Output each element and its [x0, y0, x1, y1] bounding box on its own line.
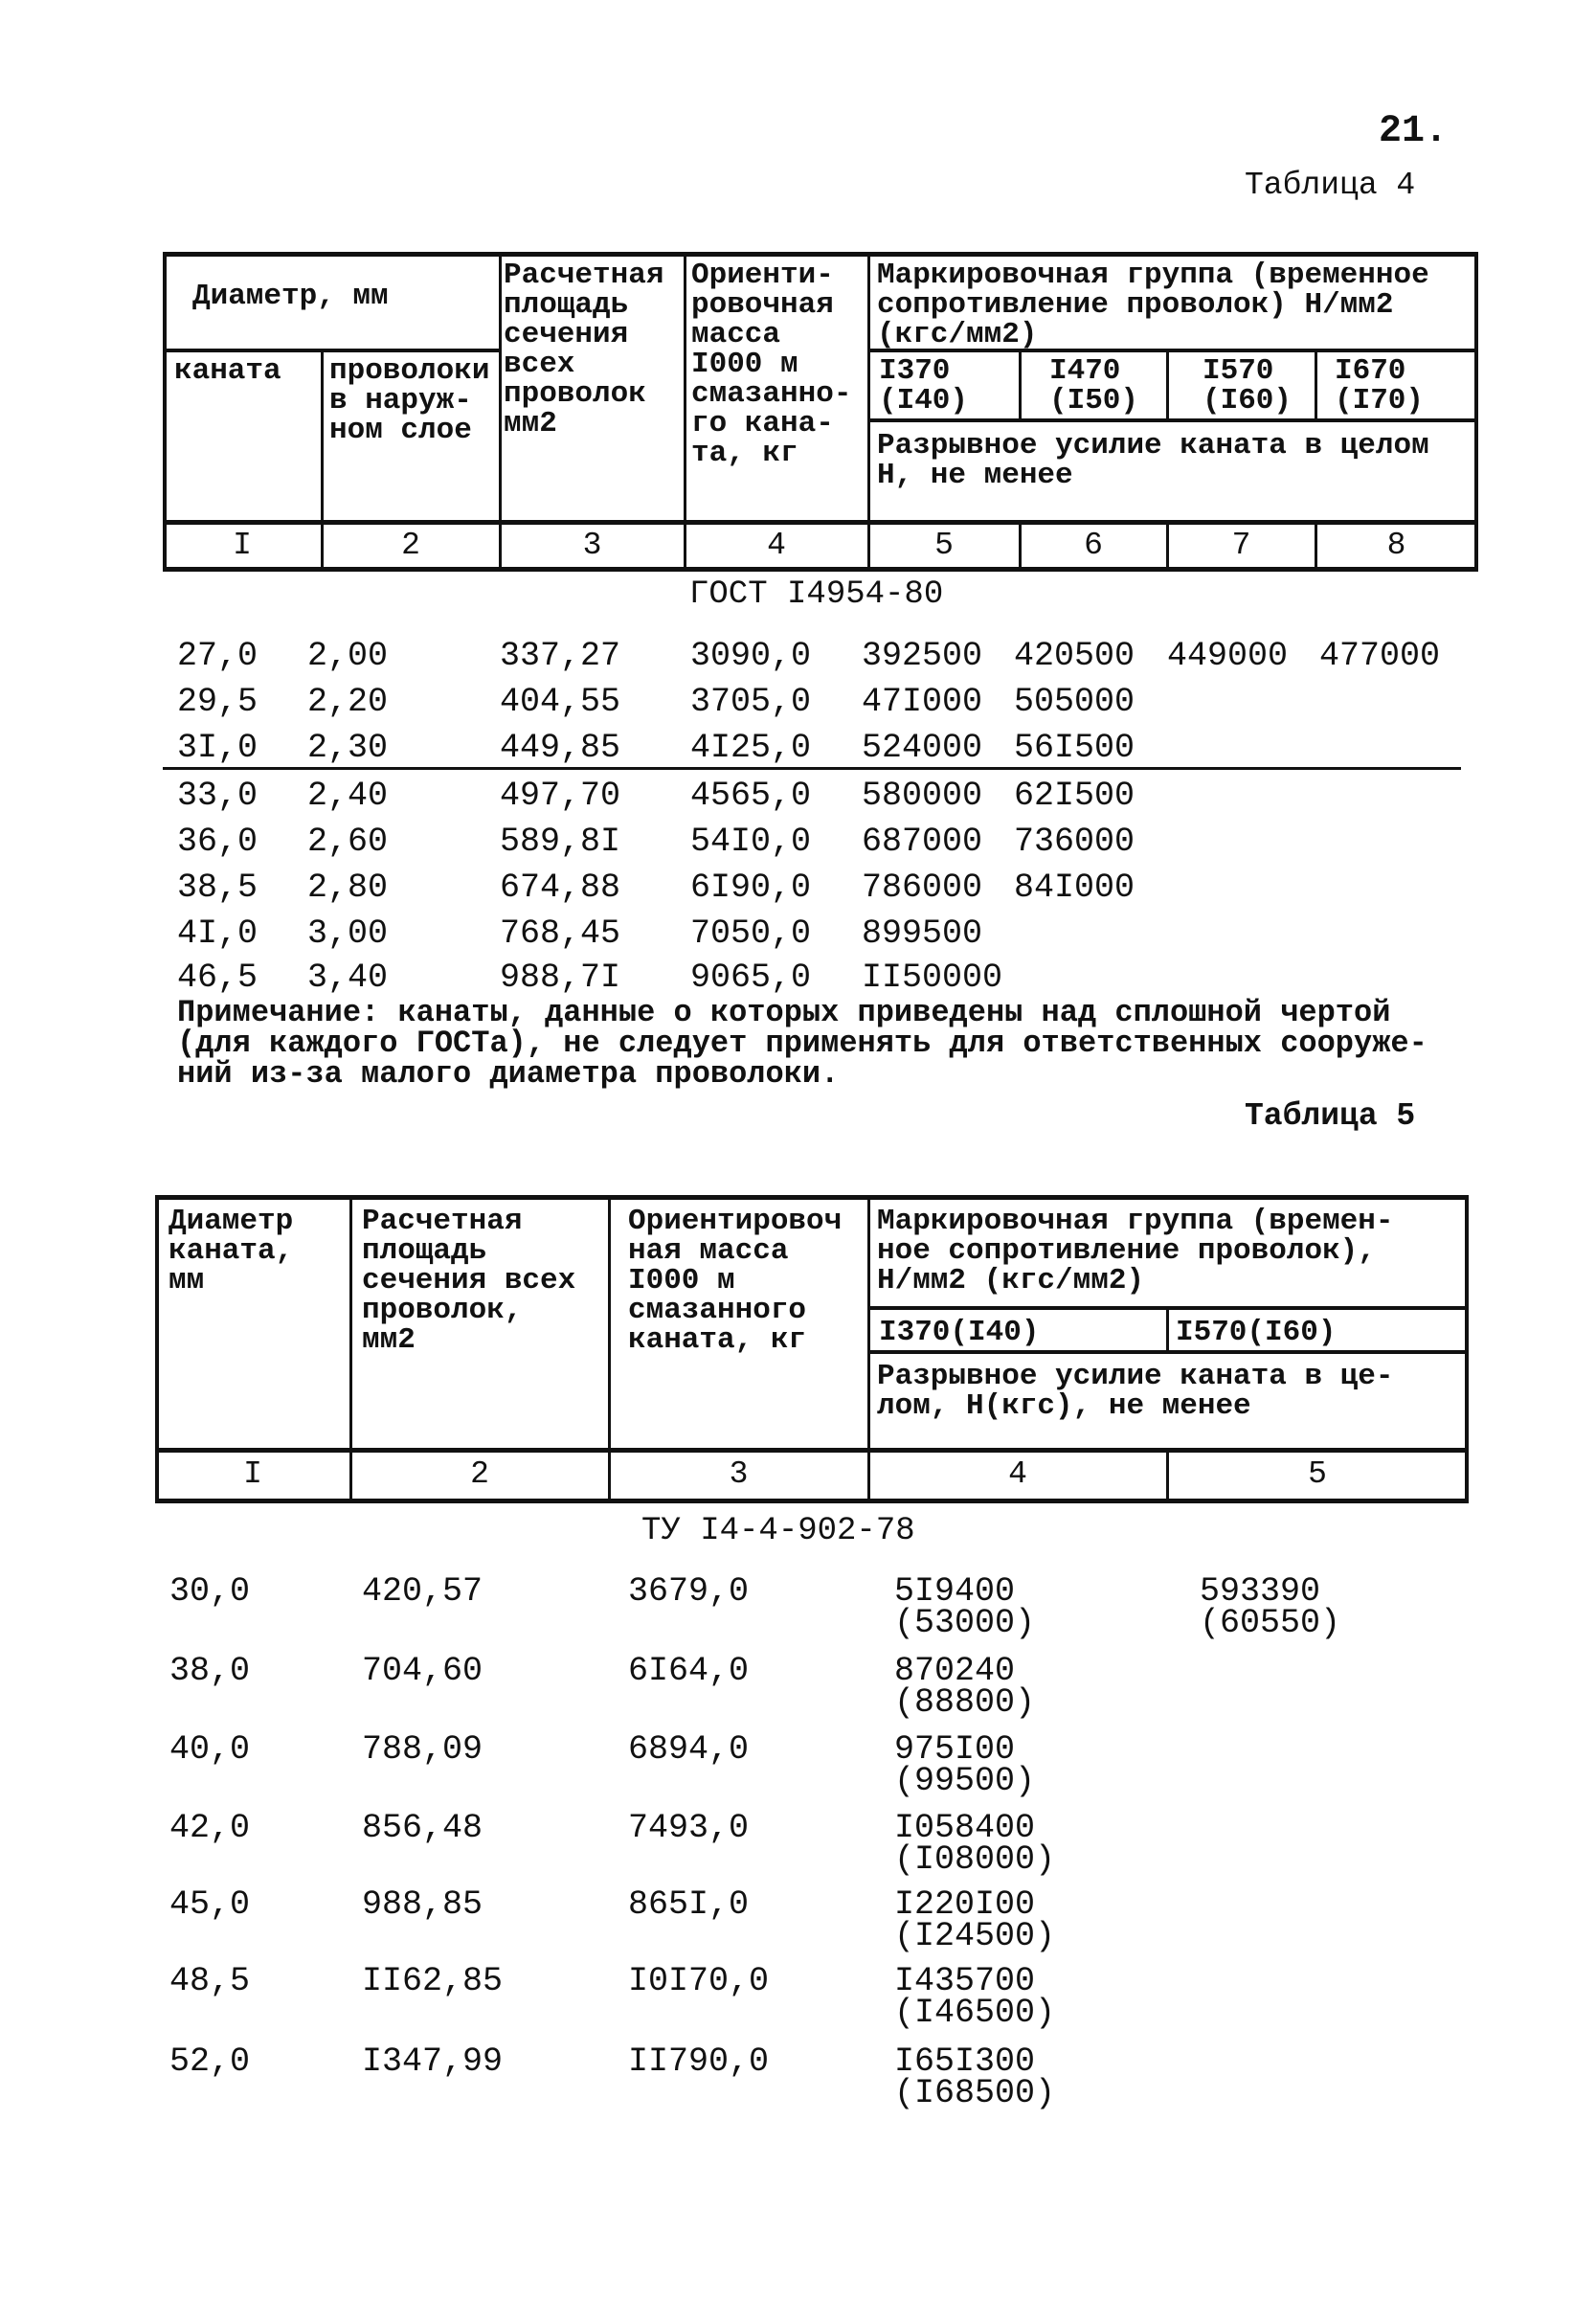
table-cell: 580000 [862, 777, 983, 815]
table-cell: 786000 [862, 869, 983, 907]
table-cell: 4565,0 [690, 777, 812, 815]
table-cell: 40,0 [169, 1730, 251, 1769]
column-number: 6 [1084, 528, 1103, 563]
table-cell: 497,70 [500, 777, 621, 815]
table-cell: 27,0 [177, 637, 259, 675]
table-cell: 6I90,0 [690, 869, 812, 907]
table4-standard: ГОСТ I4954-80 [689, 576, 944, 613]
header-rope: каната [174, 354, 281, 388]
table-cell: 788,09 [362, 1730, 483, 1769]
table-cell: 38,5 [177, 869, 259, 907]
column-number: 5 [1308, 1456, 1327, 1492]
note-line: (для каждого ГОСТа), не следует применять для ответственных сооруже- [177, 1026, 1427, 1061]
table-cell: I347,99 [362, 2042, 504, 2081]
header-mass: Ориентировоч ная масса I000 м смазанного каната, кг [628, 1205, 843, 1357]
column-number: 2 [401, 528, 420, 563]
table-cell: 988,85 [362, 1885, 483, 1924]
header-grade: Маркировочная группа (временное сопротивление проволок) Н/мм2 (кгс/мм2) [877, 259, 1429, 351]
table-cell: 30,0 [169, 1572, 251, 1611]
header-grade-1370: I370 (I40) [879, 354, 969, 417]
table-cell: 870240 (88800) [894, 1652, 1036, 1722]
table-cell: 46,5 [177, 959, 259, 997]
table-cell: 4I25,0 [690, 729, 812, 767]
table-cell: 449000 [1167, 637, 1289, 675]
solid-divider-line [163, 767, 1461, 770]
header-grade-1570: I570(I60) [1176, 1316, 1337, 1349]
table4-caption: Таблица 4 [1245, 168, 1416, 203]
table-cell: 337,27 [500, 637, 621, 675]
table-cell: 9065,0 [690, 959, 812, 997]
table-cell: 593390 (60550) [1200, 1572, 1341, 1642]
header-grade: Маркировочная группа (времен- ное сопротивление проволок), Н/мм2 (кгс/мм2) [877, 1205, 1394, 1297]
column-number: 7 [1231, 528, 1251, 563]
table-cell: 2,60 [307, 823, 389, 861]
header-grade-1370: I370(I40) [879, 1316, 1040, 1349]
table-cell: 3I,0 [177, 729, 259, 767]
table-cell: 736000 [1014, 823, 1135, 861]
table-cell: 477000 [1319, 637, 1441, 675]
table-cell: 52,0 [169, 2042, 251, 2081]
table-cell: I435700 (I46500) [894, 1962, 1056, 2032]
table-cell: II50000 [862, 959, 1003, 997]
table-cell: 38,0 [169, 1652, 251, 1690]
header-grade-1470: I470 (I50) [1049, 354, 1139, 417]
table-cell: 3705,0 [690, 683, 812, 721]
table-cell: 2,20 [307, 683, 389, 721]
table-cell: I058400 (I08000) [894, 1809, 1056, 1879]
table-cell: 687000 [862, 823, 983, 861]
table-cell: 420,57 [362, 1572, 483, 1611]
table-cell: 768,45 [500, 914, 621, 953]
table-cell: 4I,0 [177, 914, 259, 953]
column-number: I [243, 1456, 262, 1492]
table-cell: 36,0 [177, 823, 259, 861]
table-cell: 2,80 [307, 869, 389, 907]
table-cell: 856,48 [362, 1809, 483, 1847]
table-cell: 589,8I [500, 823, 621, 861]
column-number: 4 [1008, 1456, 1027, 1492]
page-number: 21. [1379, 110, 1449, 153]
column-number: I [233, 528, 252, 563]
header-mass: Ориенти- ровочная масса I000 м смазанно- го кана- та, кг [691, 259, 852, 470]
table-cell: 6I64,0 [628, 1652, 750, 1690]
table-cell: 3090,0 [690, 637, 812, 675]
header-diameter: Диаметр, мм [192, 280, 389, 313]
table-cell: 6894,0 [628, 1730, 750, 1769]
table-cell: I0I70,0 [628, 1962, 770, 2000]
table-cell: 48,5 [169, 1962, 251, 2000]
column-number: 2 [470, 1456, 489, 1492]
column-number: 8 [1386, 528, 1406, 563]
column-number: 3 [582, 528, 602, 563]
header-grade-1570: I570 (I60) [1203, 354, 1293, 417]
column-number: 5 [934, 528, 954, 563]
table-cell: 3,40 [307, 959, 389, 997]
header-grade-1670: I670 (I70) [1335, 354, 1425, 417]
table-cell: 42,0 [169, 1809, 251, 1847]
table-cell: I65I300 (I68500) [894, 2042, 1056, 2112]
table-cell: 56I500 [1014, 729, 1135, 767]
table-cell: II62,85 [362, 1962, 504, 2000]
table-cell: 865I,0 [628, 1885, 750, 1924]
table-cell: 29,5 [177, 683, 259, 721]
header-breaking: Разрывное усилие каната в це- лом, Н(кгс), не менее [877, 1360, 1394, 1423]
header-breaking: Разрывное усилие каната в целом Н, не менее [877, 429, 1429, 492]
table-cell: 62I500 [1014, 777, 1135, 815]
table-cell: II790,0 [628, 2042, 770, 2081]
header-area: Расчетная площадь сечения всех проволок, мм2 [362, 1205, 576, 1357]
table-cell: 45,0 [169, 1885, 251, 1924]
table-cell: 47I000 [862, 683, 983, 721]
table-cell: 54I0,0 [690, 823, 812, 861]
table-cell: 392500 [862, 637, 983, 675]
table5-standard: ТУ I4-4-902-78 [641, 1513, 915, 1549]
table-cell: 420500 [1014, 637, 1135, 675]
table-cell: 524000 [862, 729, 983, 767]
header-diameter: Диаметр каната, мм [169, 1205, 294, 1297]
note-line: Примечание: канаты, данные о которых приведены над сплошной чертой [177, 995, 1391, 1030]
note-line: ний из-за малого диаметра проволоки. [177, 1056, 840, 1092]
table-cell: 899500 [862, 914, 983, 953]
table-cell: 674,88 [500, 869, 621, 907]
table-cell: 2,30 [307, 729, 389, 767]
column-number: 4 [767, 528, 786, 563]
table-cell: 33,0 [177, 777, 259, 815]
table-cell: 3,00 [307, 914, 389, 953]
column-number: 3 [729, 1456, 749, 1492]
table-cell: 404,55 [500, 683, 621, 721]
table-cell: 975I00 (99500) [894, 1730, 1036, 1800]
table-cell: 5I9400 (53000) [894, 1572, 1036, 1642]
table-cell: 7493,0 [628, 1809, 750, 1847]
table5-caption: Таблица 5 [1245, 1098, 1416, 1134]
header-wire: проволоки в наруж- ном слое [329, 354, 490, 447]
table-cell: 3679,0 [628, 1572, 750, 1611]
table-cell: 505000 [1014, 683, 1135, 721]
header-area: Расчетная площадь сечения всех проволок мм2 [504, 259, 664, 440]
table-cell: I220I00 (I24500) [894, 1885, 1056, 1955]
table-cell: 704,60 [362, 1652, 483, 1690]
table-cell: 2,40 [307, 777, 389, 815]
table-cell: 2,00 [307, 637, 389, 675]
table-cell: 988,7I [500, 959, 621, 997]
table-cell: 449,85 [500, 729, 621, 767]
table-cell: 84I000 [1014, 869, 1135, 907]
table-cell: 7050,0 [690, 914, 812, 953]
